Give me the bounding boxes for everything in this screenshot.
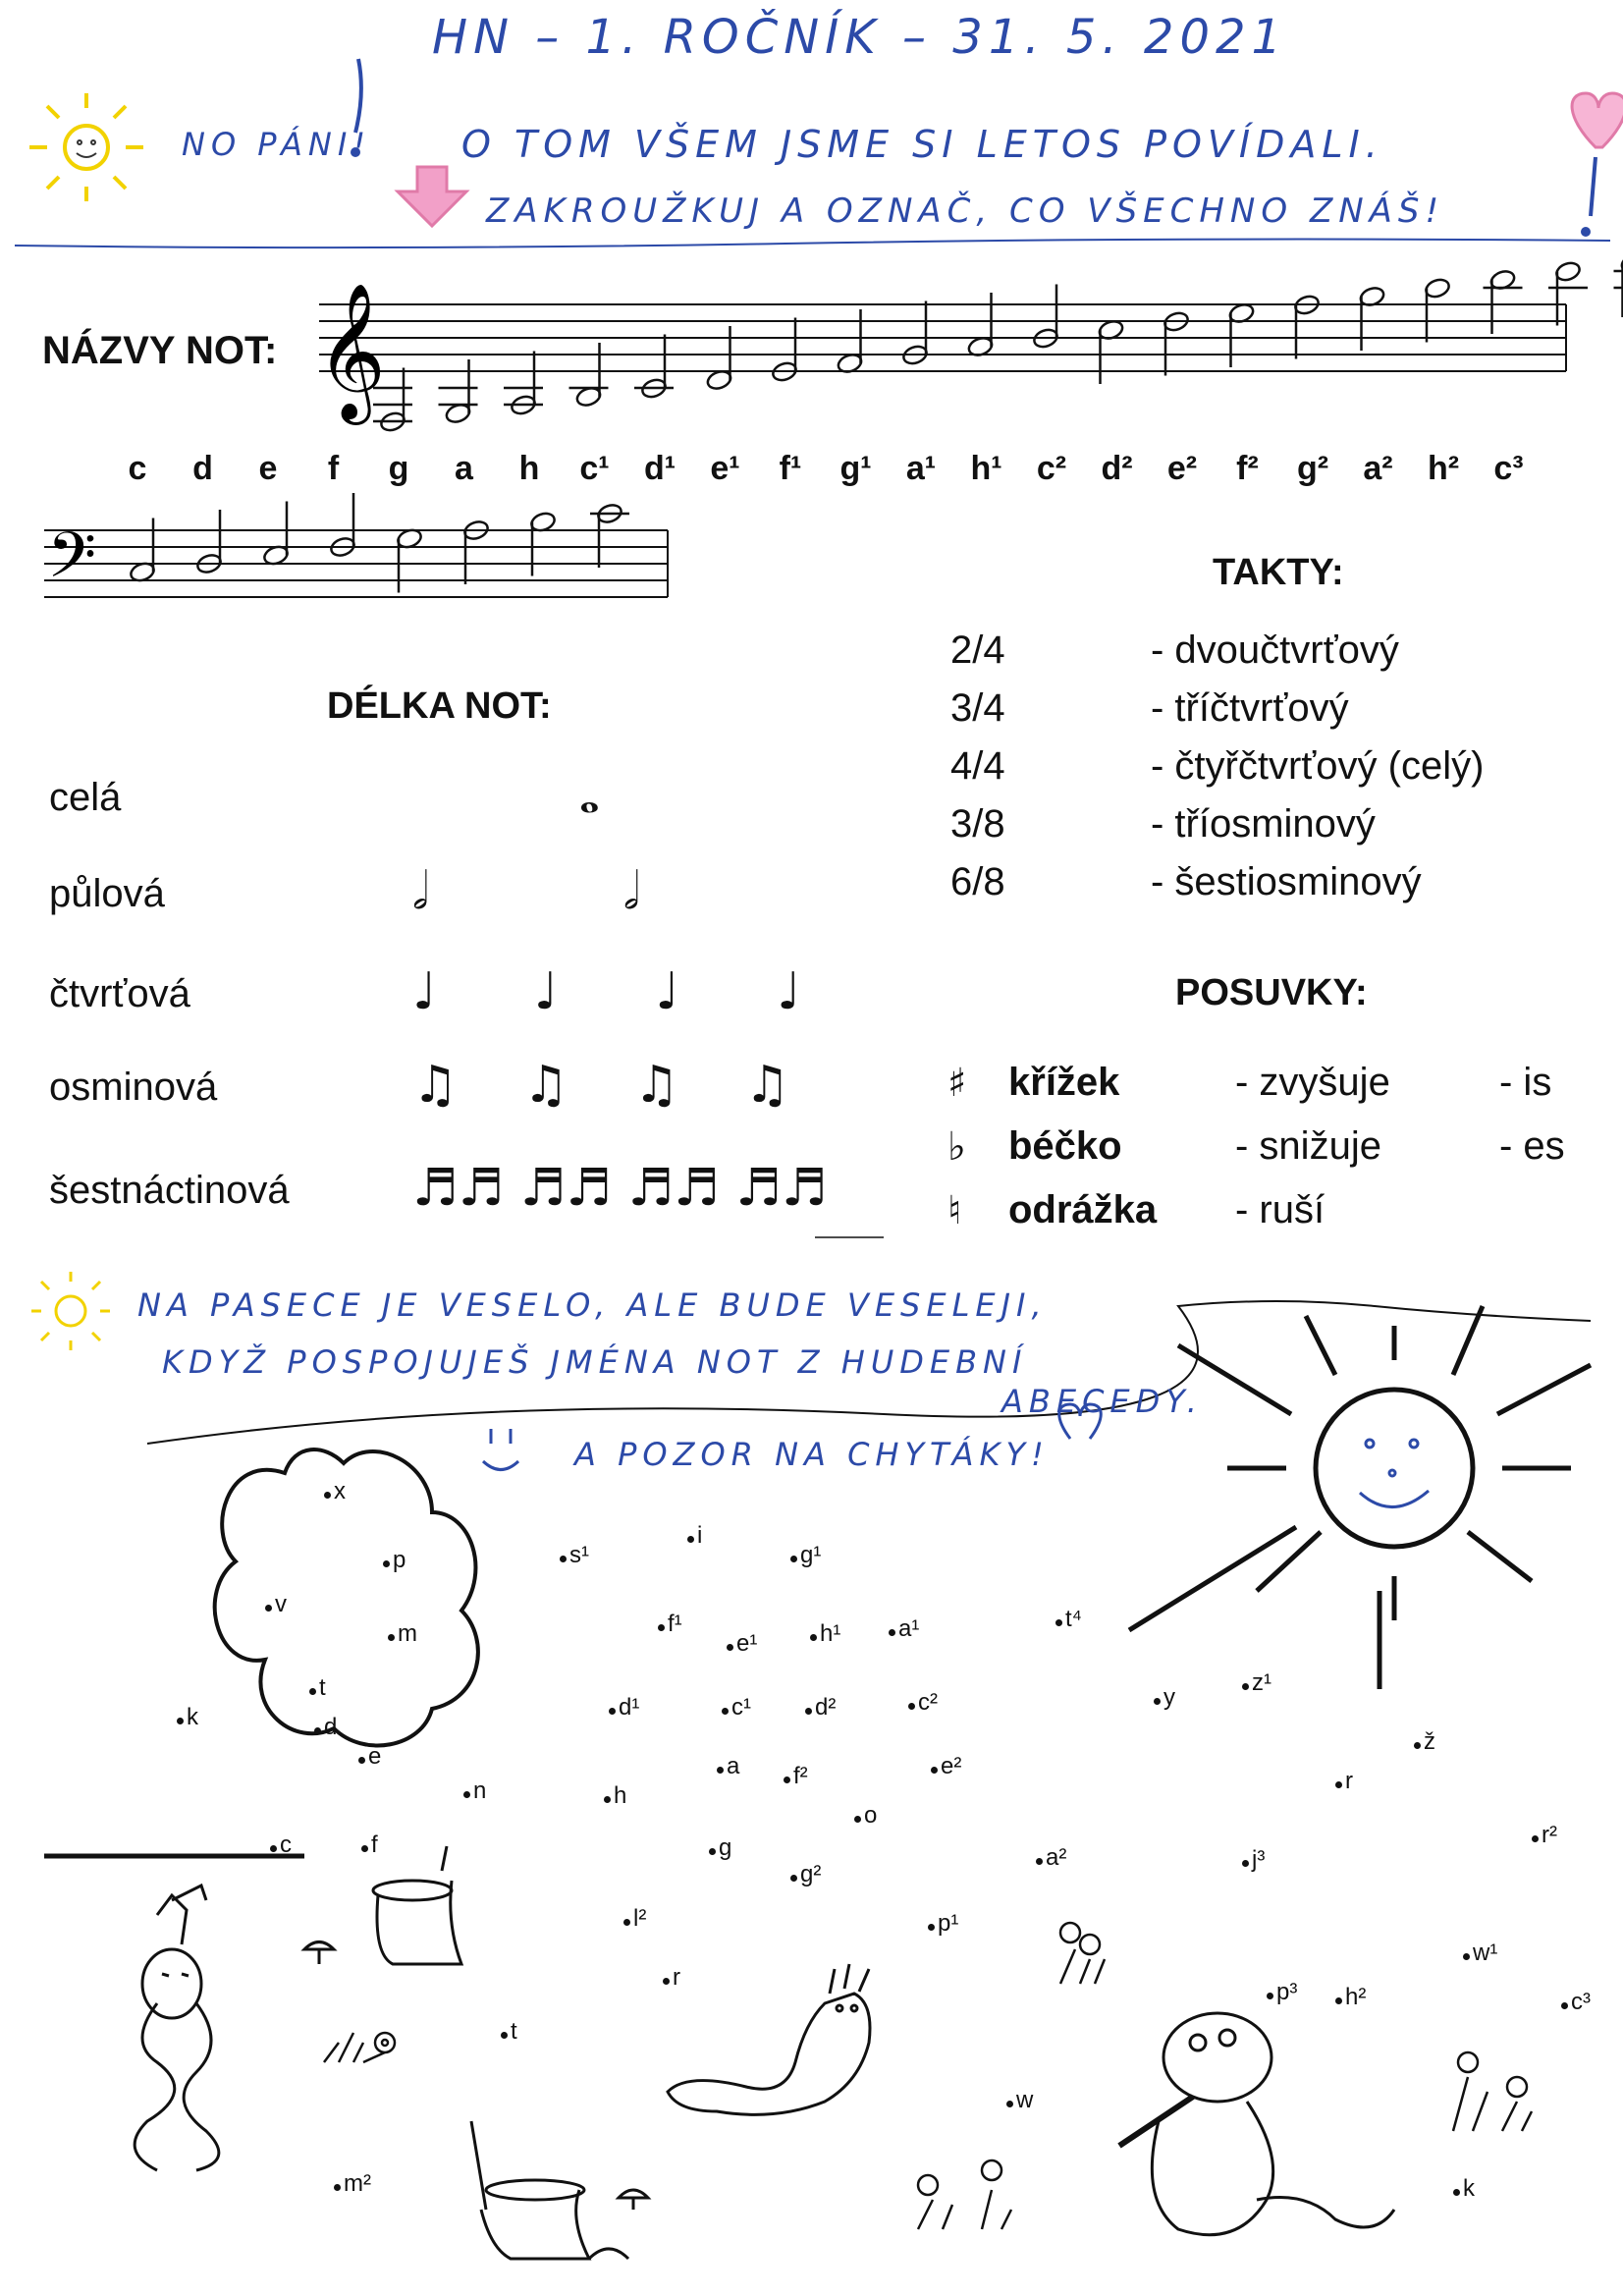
dot-label: s¹ [569, 1542, 589, 1568]
time-signature-name: - tříčtvrťový [1151, 686, 1349, 730]
tree-drawing [215, 1449, 478, 1745]
dot-label: c³ [1571, 1989, 1591, 2015]
dot-label: m² [344, 2170, 371, 2197]
duration-label: šestnáctinová [49, 1169, 290, 1212]
note-name-label: d² [1101, 450, 1133, 487]
dot-label: a² [1046, 1844, 1067, 1871]
duration-label: půlová [49, 872, 165, 915]
duration-note-symbols: ♬♬ ♬♬ ♬♬ ♬♬ [412, 1159, 828, 1218]
accidental-name: odrážka [1008, 1188, 1158, 1231]
dot-label: y [1163, 1684, 1175, 1711]
dot-label: r [1345, 1768, 1353, 1794]
dot-label: x [334, 1478, 346, 1504]
accidental-suffix: - is [1499, 1061, 1552, 1104]
accidental-effect: - snižuje [1235, 1124, 1381, 1168]
bass-note-6 [529, 511, 557, 576]
bass-note-2 [262, 502, 290, 568]
dot-label: e¹ [736, 1630, 758, 1657]
treble-note-3 [569, 343, 609, 409]
note-name-label: c³ [1493, 450, 1524, 487]
note-name-label: c [128, 450, 147, 487]
bass-note-7 [590, 502, 629, 568]
accidental-name: křížek [1008, 1061, 1120, 1104]
dot-label: e [368, 1743, 382, 1770]
treble-note-18 [1548, 260, 1588, 326]
dot-label: g² [800, 1861, 822, 1887]
treble-staff [319, 304, 1566, 371]
accidental-suffix: - es [1499, 1124, 1565, 1168]
time-signature-value: 3/4 [950, 686, 1005, 730]
treble-note-12 [1163, 310, 1190, 376]
note-name-label: f¹ [779, 450, 802, 487]
time-signature-name: - dvoučtvrťový [1151, 629, 1399, 672]
task2-line-1: NA PASECE JE VESELO, ALE BUDE VESELEJI, [137, 1286, 1048, 1324]
bass-note-1 [195, 510, 223, 575]
treble-note-9 [966, 293, 994, 358]
accidental-symbol-icon: ♮ [947, 1188, 962, 1233]
dot-label: m [398, 1620, 417, 1647]
bass-staff [44, 530, 668, 597]
dot-label: f [371, 1831, 378, 1858]
dot-label: f¹ [668, 1611, 682, 1637]
dot-label: a [727, 1753, 740, 1779]
treble-note-2 [504, 352, 543, 417]
bass-note-4 [396, 527, 423, 593]
dot-label: r² [1542, 1822, 1557, 1848]
treble-note-4 [634, 335, 674, 401]
treble-note-7 [836, 309, 863, 375]
note-name-label: a [455, 450, 473, 487]
time-signature-name: - tříosminový [1151, 802, 1376, 846]
tree-girl-drawing [135, 1886, 219, 2170]
worm-drawing [668, 1964, 870, 2114]
time-signatures-heading: TAKTY: [1213, 552, 1344, 593]
bass-note-0 [129, 519, 156, 584]
dot-label: o [864, 1802, 878, 1829]
dot-label: v [275, 1591, 287, 1617]
dot-label: t [511, 2018, 517, 2045]
dot-label: w [1016, 2087, 1034, 2113]
time-signature-name: - šestiosminový [1151, 860, 1422, 903]
caterpillar-flute-drawing [1119, 2013, 1394, 2235]
sun-doodle-icon [29, 93, 143, 201]
dot-label: f² [793, 1763, 808, 1789]
duration-note-symbols: 𝅗𝅥 𝅗𝅥 [412, 862, 640, 921]
dot-label: e² [941, 1753, 962, 1779]
time-signature-value: 2/4 [950, 629, 1005, 672]
accidentals-heading: POSUVKY: [1175, 972, 1368, 1013]
accidental-symbol-icon: ♯ [947, 1061, 967, 1106]
note-name-label: e [258, 450, 278, 487]
dot-label: t⁴ [1065, 1606, 1082, 1632]
note-name-label: f² [1236, 450, 1259, 487]
worksheet-title: HN – 1. ROČNÍK – 31. 5. 2021 [432, 10, 1288, 65]
bass-note-3 [329, 493, 356, 559]
treble-note-13 [1227, 301, 1255, 367]
accidental-effect: - zvyšuje [1235, 1061, 1390, 1104]
note-name-label: d [192, 450, 213, 487]
dot-label: p¹ [938, 1910, 959, 1937]
treble-note-10 [1032, 285, 1059, 351]
task2-line-2: KDYŽ POSPOJUJEŠ JMÉNA NOT Z HUDEBNÍ [162, 1343, 1028, 1381]
treble-note-15 [1358, 285, 1385, 351]
durations-heading: DÉLKA NOT: [327, 685, 552, 727]
dot-label: h² [1345, 1984, 1367, 2010]
treble-note-19 [1614, 251, 1623, 317]
treble-note-5 [705, 326, 732, 392]
dot-label: c¹ [731, 1694, 751, 1721]
time-signature-value: 4/4 [950, 744, 1005, 788]
heart-icon [1572, 93, 1623, 147]
treble-note-6 [771, 318, 798, 384]
treble-note-14 [1293, 294, 1321, 359]
duration-label: celá [49, 776, 122, 819]
dot-label: j³ [1252, 1846, 1266, 1873]
note-name-label: a¹ [905, 450, 937, 487]
accidental-symbol-icon: ♭ [947, 1124, 966, 1170]
intro-line-1: O TOM VŠEM JSME SI LETOS POVÍDALI. [461, 123, 1383, 166]
note-name-label: h [518, 450, 540, 487]
intro-exclaim: NO PÁNI! [182, 126, 372, 163]
treble-notes [373, 235, 1623, 433]
intro-line-2: ZAKROUŽKUJ A OZNAČ, CO VŠECHNO ZNÁŠ! [486, 191, 1445, 231]
big-sun-drawing [1129, 1306, 1591, 1689]
duration-label: čtvrťová [49, 972, 190, 1015]
note-name-label: g [388, 450, 409, 487]
task2-line-4: A POZOR NA CHYTÁKY! [574, 1436, 1050, 1473]
sun-doodle-small-icon [31, 1272, 110, 1350]
note-name-label: a² [1363, 450, 1393, 487]
duration-label: osminová [49, 1066, 218, 1109]
note-name-label: f [327, 450, 340, 487]
dot-label: z¹ [1252, 1669, 1271, 1696]
arrow-down-icon [398, 167, 466, 226]
dot-label: l² [633, 1905, 647, 1932]
dot-label: r [673, 1964, 680, 1991]
time-signature-name: - čtyřčtvrťový (celý) [1151, 744, 1485, 788]
dot-label: c² [918, 1689, 938, 1716]
duration-note-symbols: ♫ ♫ ♫ ♫ [412, 1056, 790, 1115]
dot-label: k [187, 1704, 198, 1730]
bass-note-5 [462, 519, 490, 584]
dot-label: h¹ [820, 1620, 841, 1647]
note-name-label: e² [1166, 450, 1198, 487]
accidental-name: béčko [1008, 1124, 1122, 1168]
accidental-effect: - ruší [1235, 1188, 1325, 1231]
note-name-label: e¹ [710, 450, 740, 487]
treble-clef-icon: 𝄞 [316, 283, 386, 419]
duration-note-symbols: 𝅝 [579, 766, 600, 825]
note-name-label: d¹ [643, 450, 676, 487]
dot-label: a¹ [898, 1615, 920, 1642]
time-signature-value: 3/8 [950, 802, 1005, 846]
dot-label: g¹ [800, 1542, 822, 1568]
note-name-label: c¹ [579, 450, 610, 487]
dot-label: d¹ [619, 1694, 640, 1721]
note-name-label: c² [1036, 450, 1067, 487]
dot-label: k [1463, 2175, 1475, 2202]
dot-label: i [697, 1522, 703, 1549]
treble-note-16 [1424, 277, 1451, 343]
dot-label: d [324, 1714, 338, 1740]
bass-clef-icon: 𝄢 [47, 519, 97, 608]
duration-note-symbols: ♩ ♩ ♩ ♩ [412, 962, 801, 1021]
dot-label: p [393, 1547, 406, 1573]
time-signature-value: 6/8 [950, 860, 1005, 903]
note-name-label: g² [1296, 450, 1329, 487]
treble-note-17 [1484, 268, 1523, 334]
note-name-label: g¹ [839, 450, 872, 487]
dot-label: h [614, 1782, 627, 1809]
note-names-heading: NÁZVY NOT: [42, 329, 278, 372]
dot-label: c [280, 1831, 292, 1858]
note-name-label: h² [1427, 450, 1460, 487]
dot-label: p³ [1276, 1979, 1298, 2005]
note-name-label: h¹ [970, 450, 1002, 487]
dot-label: w¹ [1473, 1940, 1498, 1966]
dot-label: ž [1424, 1728, 1435, 1755]
dot-label: d² [815, 1694, 837, 1721]
bass-notes [129, 493, 629, 593]
task2-line-3: ABECEDY. [1001, 1383, 1203, 1420]
dot-label: t [319, 1674, 326, 1701]
dot-label: n [473, 1777, 487, 1804]
treble-note-11 [1097, 318, 1124, 384]
dot-label: g [719, 1834, 732, 1861]
treble-note-1 [439, 359, 478, 425]
treble-note-8 [901, 301, 929, 367]
